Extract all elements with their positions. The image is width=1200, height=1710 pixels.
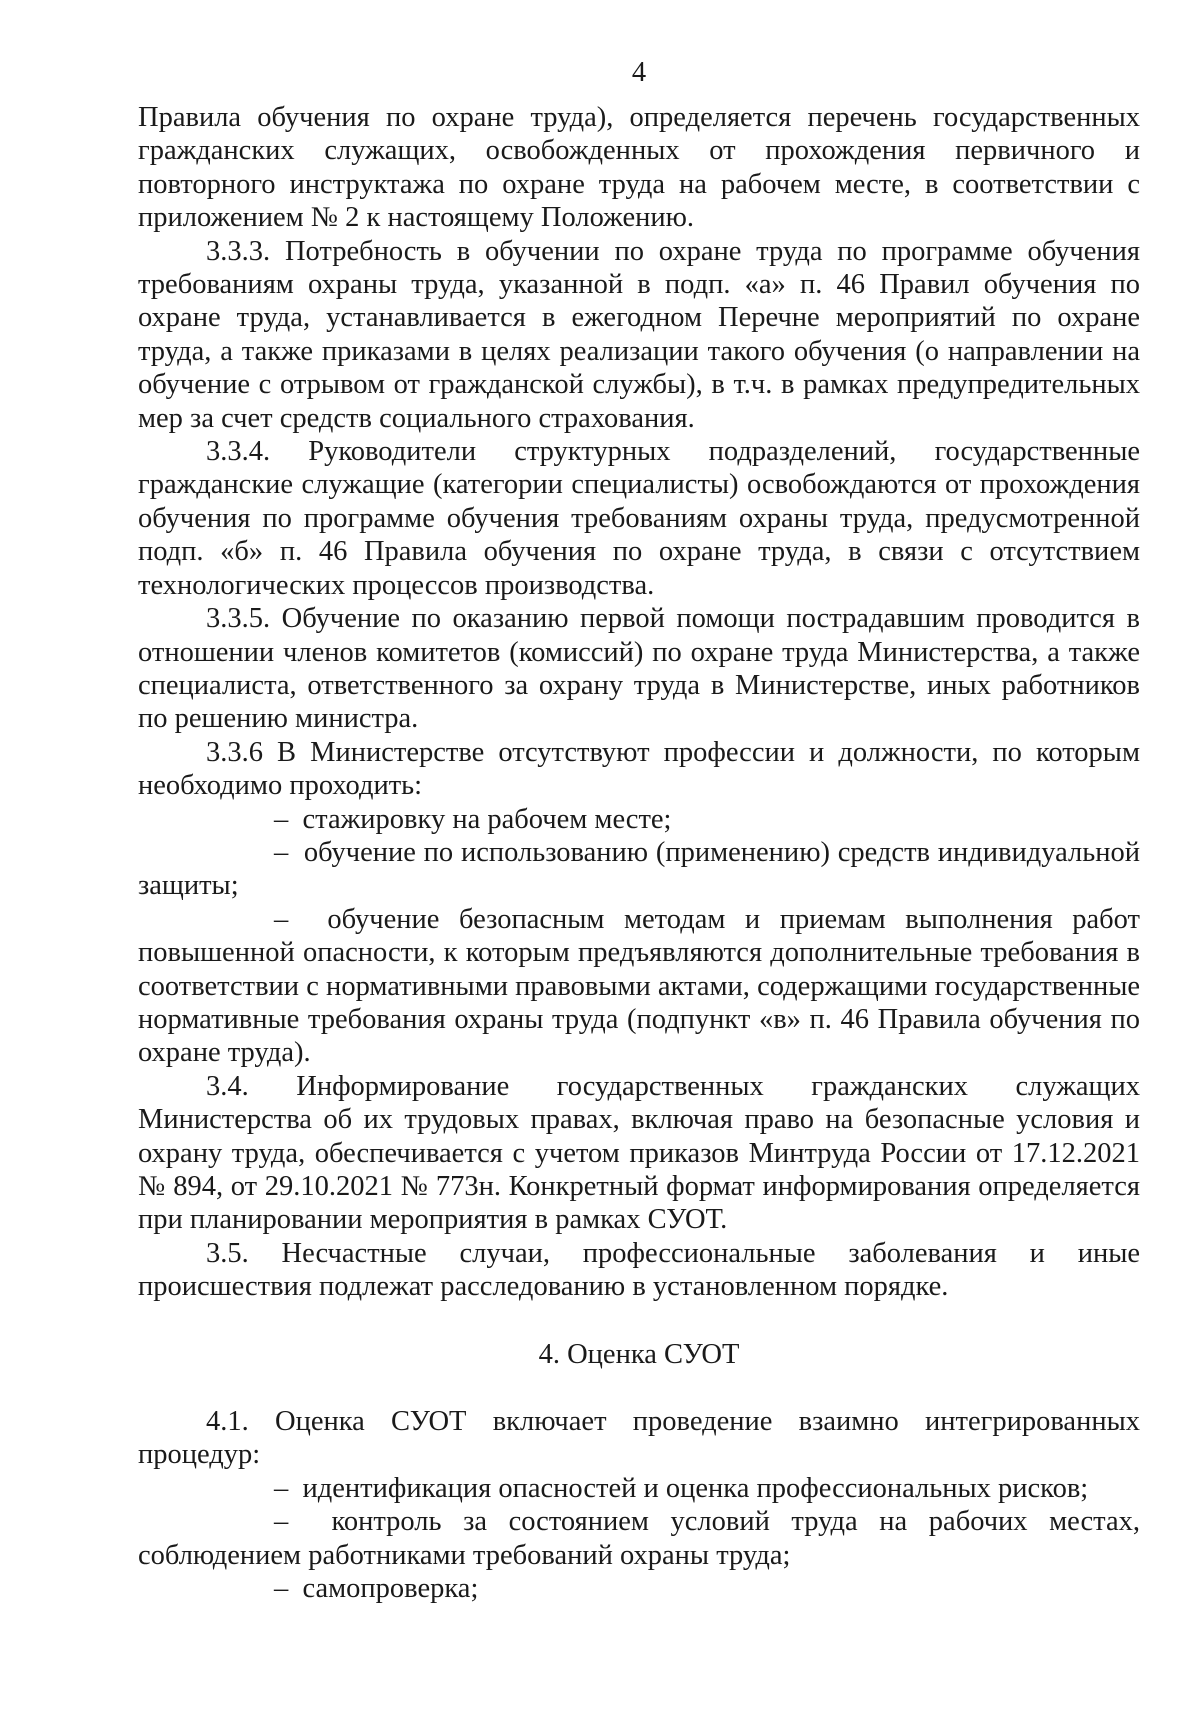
section-heading: 4. Оценка СУОТ <box>538 1338 740 1370</box>
paragraph-3-3-3: 3.3.3. Потребность в обучении по охране труда по программе обучения требованиям охраны труда, указанной в подп. «а» п. 46 Правил обучения по охране труда, устанавливается в ежегодном Перечне мероприятий по охране труда, а также приказами в целях реализации такого обучения (о направлении на обучение с отрывом от гражданской службы), в т.ч. в рамках предупредительных мер за счет средств социального страхования. <box>138 235 1140 434</box>
dash-marker: – <box>274 903 289 935</box>
paragraph-3-5: 3.5. Несчастные случаи, профессиональные заболевания и иные происшествия подлежат расследованию в установленном порядке. <box>138 1237 1140 1303</box>
dash-marker: – <box>274 1573 289 1605</box>
paragraph-3-4: 3.4. Информирование государственных гражданских служащих Министерства об их трудовых правах, включая право на безопасные условия и охрану труда, обеспечивается с учетом приказов Минтруда России от 17.12.2021 № 894, от 29.10.2021 № 773н. Конкретный формат информирования определяется при планировании мероприятия в рамках СУОТ. <box>138 1070 1140 1236</box>
dash-marker: – <box>274 1472 289 1504</box>
list-item-text: стажировку на рабочем месте; <box>302 803 672 835</box>
list-item <box>138 803 1140 836</box>
list-item <box>138 1472 1140 1505</box>
list-item-text: самопроверка; <box>302 1573 479 1605</box>
dash-marker: – <box>274 836 289 868</box>
list-item-text: обучение по использованию (применению) средств индивидуальной защиты; <box>138 836 1140 902</box>
list-item-text: контроль за состоянием условий труда на рабочих местах, соблюдением работниками требований охраны труда; <box>138 1506 1141 1571</box>
list-item-text: обучение безопасным методам и приемам выполнения работ повышенной опасности, к которым предъявляются дополнительные требования в соответствии с нормативными правовыми актами, содержащими государственные нормативные требования охраны труда (подпункт «в» п. 46 Правила обучения по охране труда). <box>138 903 1140 1069</box>
dash-marker: – <box>274 803 289 835</box>
list-item <box>138 1572 1140 1605</box>
document-body <box>138 101 1140 1605</box>
page-number: 4 <box>631 57 647 88</box>
paragraph-continuation: Правила обучения по охране труда), определяется перечень государственных гражданских служащих, освобожденных от прохождения первичного и повторного инструктажа по охране труда на рабочем месте, в соответствии с приложением № 2 к настоящему Положению. <box>138 102 1140 234</box>
list-item <box>138 836 1140 903</box>
list-item <box>138 903 1140 1070</box>
dash-marker: – <box>274 1506 289 1538</box>
paragraph-3-3-4: 3.3.4. Руководители структурных подразделений, государственные гражданские служащие (категории специалисты) освобождаются от прохождения обучения по программе обучения требованиям охраны труда, предусмотренной подп. «б» п. 46 Правила обучения по охране труда, в связи с отсутствием технологических процессов производства. <box>138 436 1140 601</box>
paragraph-3-3-6: 3.3.6 В Министерстве отсутствуют профессии и должности, по которым необходимо проходить: <box>138 736 1140 802</box>
list-item-text: идентификация опасностей и оценка профессиональных рисков; <box>302 1472 1089 1504</box>
paragraph-3-3-5: 3.3.5. Обучение по оказанию первой помощи пострадавшим проводится в отношении членов комитетов (комиссий) по охране труда Министерства, а также специалиста, ответственного за охрану труда в Министерстве, иных работников по решению министра. <box>138 603 1140 735</box>
paragraph-4-1: 4.1. Оценка СУОТ включает проведение взаимно интегрированных процедур: <box>138 1406 1140 1471</box>
list-item <box>138 1505 1140 1572</box>
